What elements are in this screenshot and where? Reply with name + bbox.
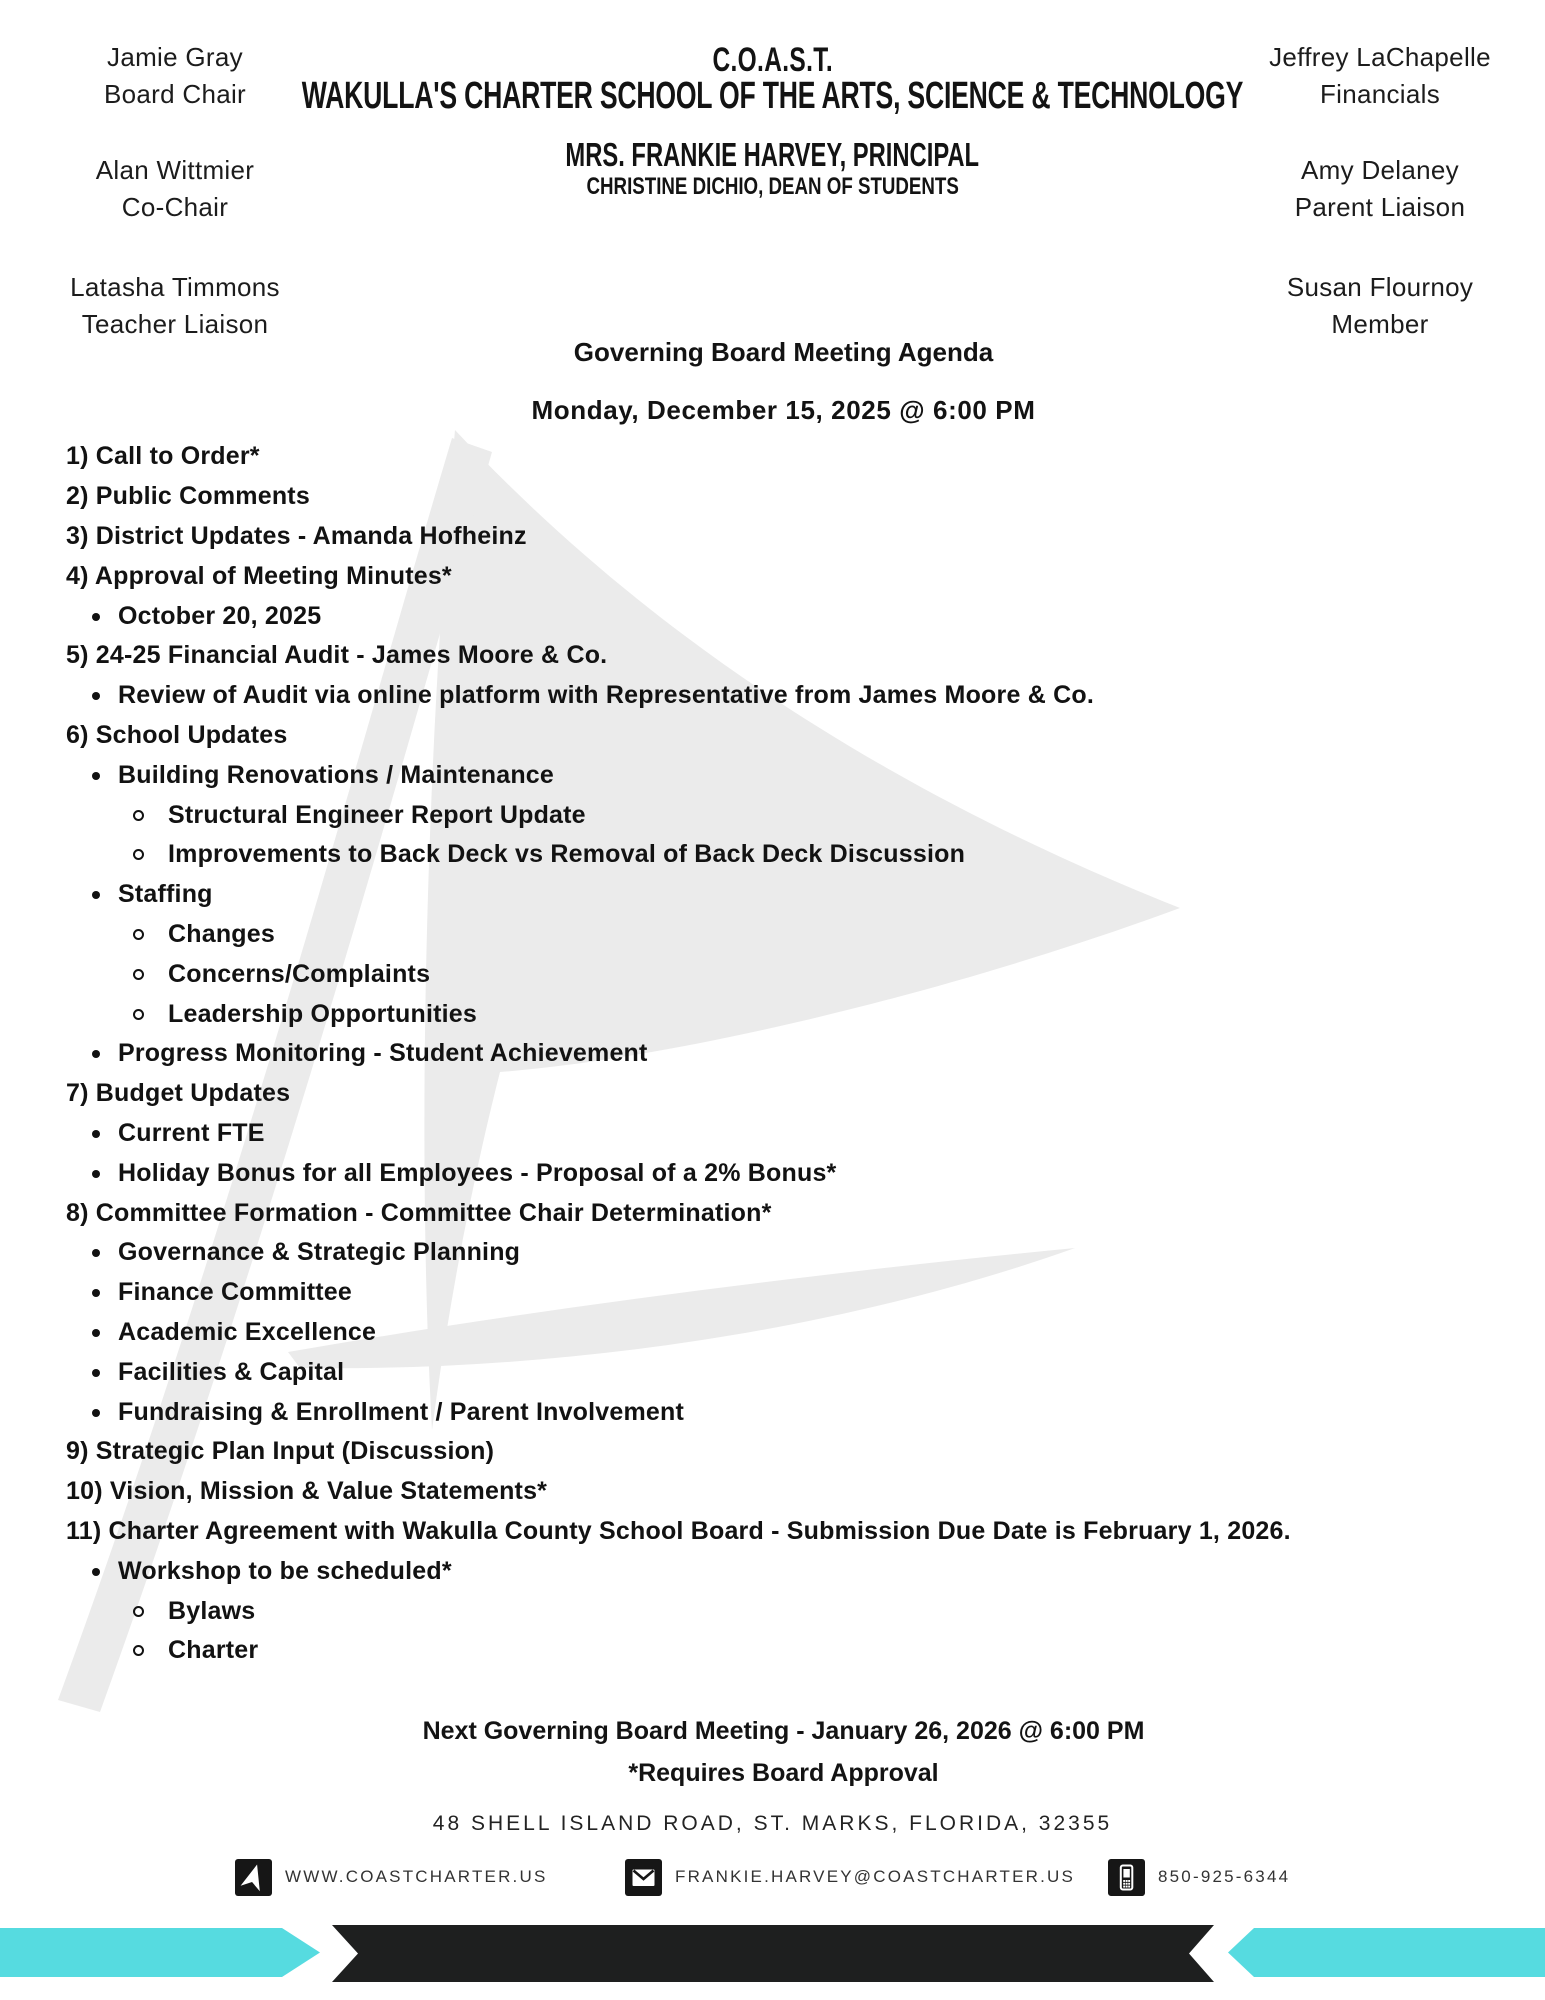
- school-acronym: C.O.A.S.T.: [712, 41, 833, 79]
- school-name: WAKULLA'S CHARTER SCHOOL OF THE ARTS, SCIENCE & TECHNOLOGY: [301, 75, 1244, 117]
- agenda-item: [0, 1512, 1545, 1552]
- agenda-item: [0, 1233, 1545, 1273]
- agenda-item-text: Changes: [168, 919, 275, 948]
- board-member-role: Parent Liaison: [1294, 192, 1466, 222]
- website-contact: [235, 1858, 548, 1896]
- agenda-item-text: Facilities & Capital: [118, 1357, 345, 1386]
- board-member-role: Financials: [1319, 79, 1441, 109]
- agenda-list: [0, 437, 1545, 1671]
- agenda-item-text: Staffing: [118, 880, 213, 909]
- agenda-item: [0, 556, 1545, 596]
- website-label: WWW.COASTCHARTER.US: [285, 1867, 548, 1886]
- agenda-item: [0, 1034, 1545, 1074]
- agenda-item: [0, 636, 1545, 676]
- agenda-item-text: Building Renovations / Maintenance: [118, 760, 555, 789]
- envelope-icon: [625, 1859, 662, 1896]
- board-member-name: Jamie Gray: [107, 42, 243, 72]
- agenda-item: [0, 1273, 1545, 1313]
- agenda-item: [0, 1153, 1545, 1193]
- board-member-role: Board Chair: [103, 79, 247, 109]
- agenda-item: [0, 915, 1545, 955]
- agenda-item-text: October 20, 2025: [118, 601, 322, 630]
- agenda-item-text: Bylaws: [168, 1596, 256, 1625]
- agenda-item: [0, 1074, 1545, 1114]
- agenda-item-text: Fundraising & Enrollment / Parent Involvement: [118, 1397, 685, 1426]
- agenda-item-text: Charter: [168, 1636, 259, 1665]
- agenda-item-text: 2) Public Comments: [66, 482, 310, 511]
- agenda-item: [0, 1392, 1545, 1432]
- phone-contact: [1108, 1858, 1290, 1896]
- phone-label: 850-925-6344: [1158, 1867, 1291, 1886]
- agenda-item: [0, 795, 1545, 835]
- agenda-item: [0, 716, 1545, 756]
- agenda-item: [0, 437, 1545, 477]
- agenda-item-text: Current FTE: [118, 1118, 265, 1147]
- agenda-item: [0, 835, 1545, 875]
- board-member-name: Latasha Timmons: [70, 272, 280, 302]
- agenda-item: [0, 517, 1545, 557]
- principal-line: MRS. FRANKIE HARVEY, PRINCIPAL: [565, 136, 980, 173]
- agenda-item-text: 11) Charter Agreement with Wakulla County School Board - Submission Due Date is February 1, 2026.: [66, 1516, 1291, 1545]
- agenda-item-text: 10) Vision, Mission & Value Statements*: [66, 1477, 548, 1506]
- board-member-role: Teacher Liaison: [81, 309, 269, 339]
- agenda-item-text: Structural Engineer Report Update: [168, 800, 586, 829]
- school-address: 48 SHELL ISLAND ROAD, ST. MARKS, FLORIDA, 32355: [432, 1812, 1113, 1835]
- agenda-item-text: 9) Strategic Plan Input (Discussion): [66, 1437, 495, 1466]
- agenda-item-text: Workshop to be scheduled*: [118, 1556, 452, 1585]
- agenda-item: [0, 1472, 1545, 1512]
- email-label: FRANKIE.HARVEY@COASTCHARTER.US: [675, 1867, 1076, 1886]
- next-meeting-line: Next Governing Board Meeting - January 26, 2026 @ 6:00 PM: [422, 1717, 1145, 1745]
- dean-line: CHRISTINE DICHIO, DEAN OF STUDENTS: [586, 173, 959, 200]
- phone-icon: [1108, 1859, 1145, 1896]
- agenda-item: [0, 1352, 1545, 1392]
- agenda-item: [0, 994, 1545, 1034]
- meeting-title: Governing Board Meeting Agenda: [573, 337, 994, 367]
- agenda-item: [0, 477, 1545, 517]
- agenda-item: [0, 954, 1545, 994]
- agenda-item: [0, 1193, 1545, 1233]
- email-contact: [625, 1858, 1075, 1896]
- agenda-item: [0, 1114, 1545, 1154]
- agenda-item: [0, 755, 1545, 795]
- agenda-item-text: 5) 24-25 Financial Audit - James Moore & Co.: [66, 641, 608, 670]
- cursor-icon: [235, 1859, 272, 1896]
- agenda-item-text: 6) School Updates: [66, 720, 288, 749]
- agenda-item-text: 1) Call to Order*: [66, 442, 260, 471]
- meeting-datetime: Monday, December 15, 2025 @ 6:00 PM: [531, 395, 1036, 425]
- agenda-item: [0, 676, 1545, 716]
- agenda-item-text: Holiday Bonus for all Employees - Proposal of a 2% Bonus*: [118, 1158, 837, 1187]
- board-member-role: Co-Chair: [121, 192, 229, 222]
- agenda-item: [0, 875, 1545, 915]
- approval-note: *Requires Board Approval: [628, 1759, 939, 1787]
- agenda-item-text: Progress Monitoring - Student Achievement: [118, 1039, 648, 1068]
- agenda-item-text: Review of Audit via online platform with Representative from James Moore & Co.: [118, 681, 1094, 710]
- board-member-name: Susan Flournoy: [1286, 272, 1474, 302]
- agenda-item-text: Governance & Strategic Planning: [118, 1238, 521, 1267]
- agenda-item-text: Improvements to Back Deck vs Removal of Back Deck Discussion: [168, 840, 966, 869]
- board-member-name: Jeffrey LaChapelle: [1269, 42, 1491, 72]
- agenda-item-text: Concerns/Complaints: [168, 959, 431, 988]
- agenda-item: [0, 1631, 1545, 1671]
- board-member-name: Alan Wittmier: [95, 155, 255, 185]
- board-member-role: Member: [1331, 309, 1429, 339]
- agenda-item-text: Finance Committee: [118, 1278, 353, 1307]
- agenda-item: [0, 1313, 1545, 1353]
- agenda-item: [0, 1432, 1545, 1472]
- board-member-name: Amy Delaney: [1301, 155, 1459, 185]
- agenda-item-text: 3) District Updates - Amanda Hofheinz: [66, 521, 527, 550]
- agenda-item-text: Academic Excellence: [118, 1317, 377, 1346]
- agenda-item-text: 7) Budget Updates: [66, 1079, 291, 1108]
- agenda-item-text: 4) Approval of Meeting Minutes*: [66, 561, 452, 590]
- agenda-item: [0, 596, 1545, 636]
- agenda-item-text: 8) Committee Formation - Committee Chair Determination*: [66, 1198, 772, 1227]
- agenda-item: [0, 1591, 1545, 1631]
- agenda-item-text: Leadership Opportunities: [168, 999, 477, 1028]
- agenda-item: [0, 1551, 1545, 1591]
